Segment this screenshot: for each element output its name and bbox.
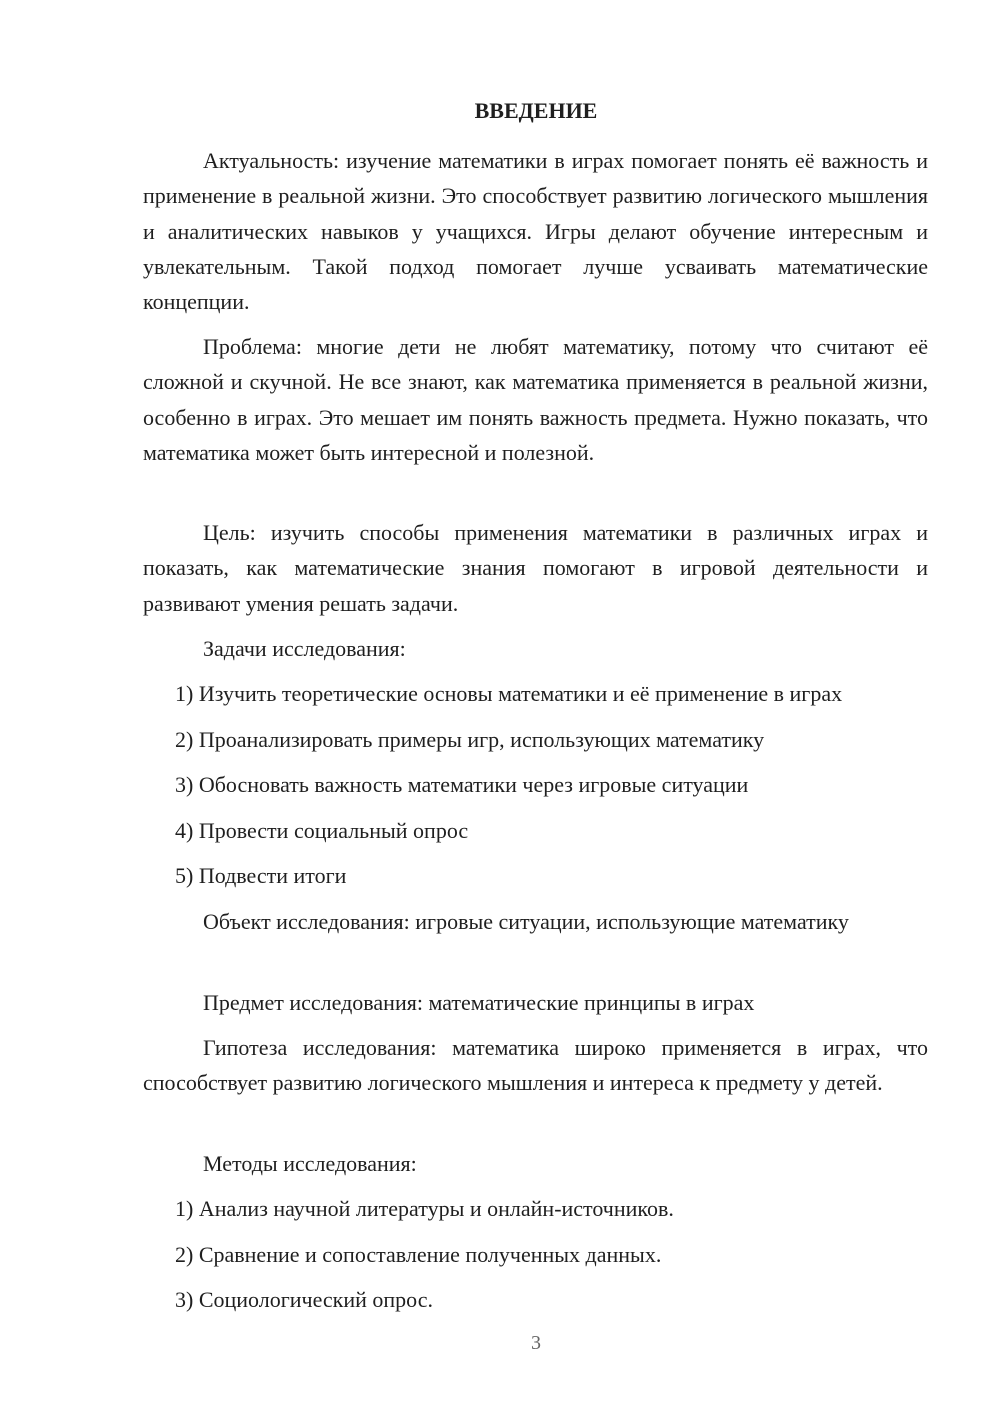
task-item-2: 2) Проанализировать примеры игр, использующих математику — [175, 727, 765, 752]
hypothesis-paragraph: Гипотеза исследования: математика широко применяется в играх, что способствует развитию логического мышления и интереса к предмету у детей. — [143, 1035, 928, 1096]
tasks-heading: Задачи исследования: — [203, 636, 406, 661]
goal-paragraph: Цель: изучить способы применения математики в различных играх и показать, как математические знания помогают в игровой деятельности и развивают умения решать задачи. — [143, 520, 928, 616]
relevance-paragraph: Актуальность: изучение математики в играх помогает понять её важность и применение в реальной жизни. Это способствует развитию логического мышления и аналитических навыков у учащихся. Игры делают обучение интересным и увлекательным. Такой подход помогает лучше усваивать математические концепции. — [143, 148, 928, 315]
task-item-3: 3) Обосновать важность математики через игровые ситуации — [175, 772, 749, 797]
problem-paragraph: Проблема: многие дети не любят математику, потому что считают её сложной и скучной. Не все знают, как математика применяется в реальной жизни, особенно в играх. Это мешает им понять важность предмета. Нужно показать, что математика может быть интересной и полезной. — [143, 334, 928, 465]
methods-heading: Методы исследования: — [203, 1151, 417, 1176]
subject-paragraph: Предмет исследования: математические принципы в играх — [203, 990, 755, 1015]
task-item-4: 4) Провести социальный опрос — [175, 818, 469, 843]
task-item-1: 1) Изучить теоретические основы математики и её применение в играх — [175, 681, 843, 706]
method-item-3: 3) Социологический опрос. — [175, 1287, 433, 1312]
page-title: ВВЕДЕНИЕ — [474, 98, 598, 123]
method-item-2: 2) Сравнение и сопоставление полученных данных. — [175, 1242, 662, 1267]
object-paragraph: Объект исследования: игровые ситуации, использующие математику — [203, 909, 849, 934]
page-number: 3 — [531, 1332, 541, 1354]
task-item-5: 5) Подвести итоги — [175, 863, 347, 888]
method-item-1: 1) Анализ научной литературы и онлайн-источников. — [175, 1196, 674, 1221]
